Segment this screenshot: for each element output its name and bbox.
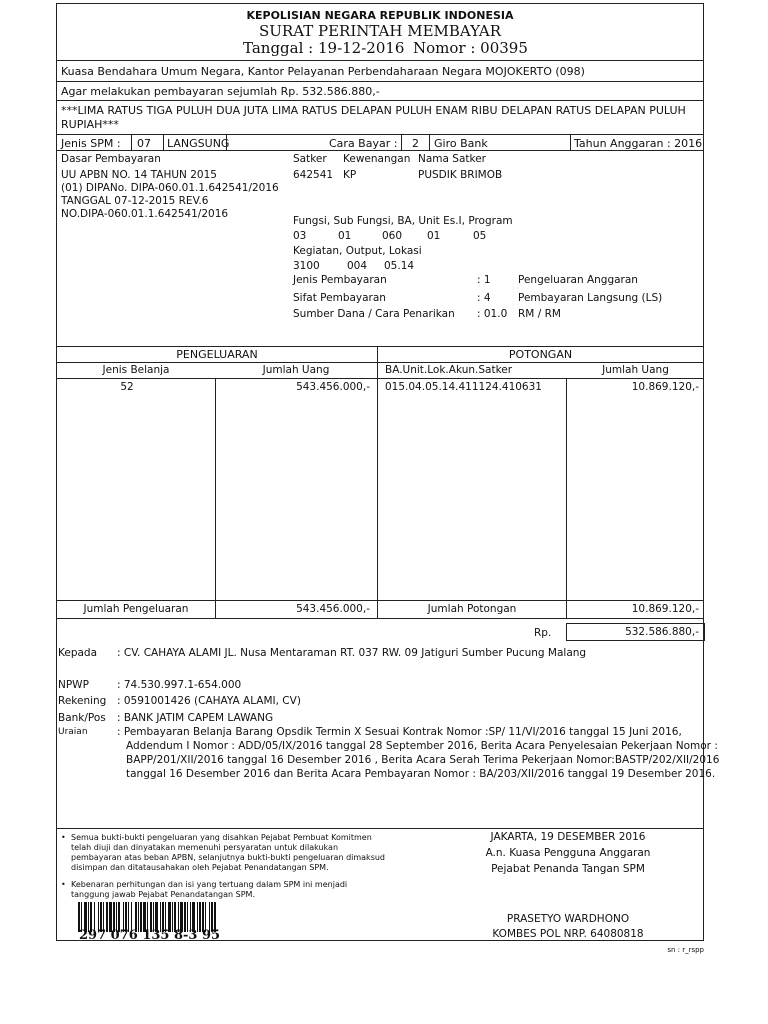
amount-words-line2: RUPIAH*** xyxy=(61,118,119,131)
kegiatan-label: Kegiatan, Output, Lokasi xyxy=(293,245,422,257)
kegiatan-code-1: 3100 xyxy=(293,260,320,272)
note-2: Kebenaran perhitungan dan isi yang tertuang dalam SPM ini menjadi tanggung jawab Pejabat Penandatangan SPM. xyxy=(71,880,348,899)
jenis-pembayaran-code: : 1 xyxy=(477,274,491,286)
tahun-anggaran: Tahun Anggaran : 2016 xyxy=(574,137,703,150)
note-bullet-1: • xyxy=(61,833,66,842)
cara-bayar-value: Giro Bank xyxy=(434,137,488,150)
jenis-pembayaran-label: Jenis Pembayaran xyxy=(293,274,387,286)
fungsi-code-4: 01 xyxy=(427,230,441,242)
row-jumlah-potongan: 10.869.120,- xyxy=(631,381,699,393)
signature-place-date: JAKARTA, 19 DESEMBER 2016 xyxy=(490,831,646,843)
jenis-spm-value: LANGSUNG xyxy=(167,137,230,150)
signature-role-2: Pejabat Penanda Tangan SPM xyxy=(491,863,645,875)
kepada-label: Kepada xyxy=(58,647,98,659)
cara-bayar-code: 2 xyxy=(412,137,419,150)
rekening-value: : 0591001426 (CAHAYA ALAMI, CV) xyxy=(117,695,301,707)
nama-satker-value: PUSDIK BRIMOB xyxy=(418,169,503,181)
col-jumlah-uang-potongan: Jumlah Uang xyxy=(602,364,669,376)
rp-total-value: 532.586.880,- xyxy=(625,626,699,638)
col-jumlah-uang-pengeluaran: Jumlah Uang xyxy=(262,364,330,376)
fungsi-label: Fungsi, Sub Fungsi, BA, Unit Es.I, Program xyxy=(293,215,513,227)
total-potongan-value: 10.869.120,- xyxy=(631,603,699,615)
row-ba-unit: 015.04.05.14.411124.410631 xyxy=(385,381,542,393)
cara-bayar-label: Cara Bayar : xyxy=(329,137,398,150)
row-jumlah-pengeluaran: 543.456.000,- xyxy=(296,381,370,393)
col-ba-unit: BA.Unit.Lok.Akun.Satker xyxy=(385,364,513,376)
amount-words-line1: ***LIMA RATUS TIGA PULUH DUA JUTA LIMA RATUS DELAPAN PULUH ENAM RIBU DELAPAN RATUS DELAPAN PULUH xyxy=(61,104,686,117)
rp-label: Rp. xyxy=(534,627,552,639)
kegiatan-code-2: 004 xyxy=(347,260,368,272)
agency-name: KEPOLISIAN NEGARA REPUBLIK INDONESIA xyxy=(246,9,514,22)
rekening-label: Rekening xyxy=(58,695,107,707)
signatory-rank: KOMBES POL NRP. 64080818 xyxy=(492,928,644,940)
satker-label: Satker xyxy=(293,153,327,165)
document-title: SURAT PERINTAH MEMBAYAR xyxy=(258,22,502,40)
barcode-number: 297 076 135 8-3 95 xyxy=(79,928,221,943)
document-number: Nomor : 00395 xyxy=(413,39,528,57)
uraian-label: Uraian xyxy=(58,727,88,737)
row-jenis-belanja: 52 xyxy=(120,381,134,393)
footer-code: sn : r_rspp xyxy=(667,946,704,954)
uraian-line3: BAPP/201/XII/2016 tanggal 16 Desember 2016 , Berita Acara Serah Terima Pekerjaan Nomor:BASTP/202/XII/2016 xyxy=(126,754,720,766)
fungsi-code-5: 05 xyxy=(473,230,487,242)
pengeluaran-title: PENGELUARAN xyxy=(176,348,258,361)
sumber-dana-value: RM / RM xyxy=(518,308,561,320)
jenis-spm-label: Jenis SPM : xyxy=(61,137,121,150)
uraian-line4: tanggal 16 Desember 2016 dan Berita Acara Pembayaran Nomor : BA/203/XII/2016 tanggal 19 Desember 2016. xyxy=(126,768,716,780)
sifat-pembayaran-code: : 4 xyxy=(477,292,491,304)
payment-request-line: Agar melakukan pembayaran sejumlah Rp. 532.586.880,- xyxy=(61,85,380,98)
kepada-value: : CV. CAHAYA ALAMI JL. Nusa Mentaraman RT. 037 RW. 09 Jatiguri Sumber Pucung Malang xyxy=(117,647,587,659)
document-date: Tanggal : 19-12-2016 xyxy=(243,39,405,57)
bank-value: : BANK JATIM CAPEM LAWANG xyxy=(117,712,274,724)
fungsi-code-1: 03 xyxy=(293,230,307,242)
dasar-line4: NO.DIPA-060.01.1.642541/2016 xyxy=(61,208,229,220)
signatory-name: PRASETYO WARDHONO xyxy=(506,913,630,925)
note-1: Semua bukti-bukti pengeluaran yang disahkan Pejabat Pembuat Komitmen telah diuji dan dinyatakan memenuhi persyaratan untuk dilakukan pembayaran atas beban APBN, selanjutnya bukti-bukti pengeluaran dimaksud disimpan dan ditatausahakan oleh Pejabat Penandatangan SPM. xyxy=(71,833,386,872)
sifat-pembayaran-value: Pembayaran Langsung (LS) xyxy=(518,292,663,304)
kuasa-bendahara-line: Kuasa Bendahara Umum Negara, Kantor Pelayanan Perbendaharaan Negara MOJOKERTO (098) xyxy=(61,65,585,78)
uraian-line2: Addendum I Nomor : ADD/05/IX/2016 tanggal 28 September 2016, Berita Acara Penyelesaian Pekerjaan Nomor : xyxy=(126,740,718,752)
potongan-title: POTONGAN xyxy=(508,348,573,361)
sumber-dana-label: Sumber Dana / Cara Penarikan xyxy=(293,308,455,320)
satker-value: 642541 xyxy=(293,169,334,181)
total-pengeluaran-label: Jumlah Pengeluaran xyxy=(83,603,189,615)
sifat-pembayaran-label: Sifat Pembayaran xyxy=(293,292,386,304)
total-potongan-label: Jumlah Potongan xyxy=(427,603,517,615)
kewenangan-label: Kewenangan xyxy=(343,153,411,165)
npwp-label: NPWP xyxy=(58,679,89,691)
npwp-value: : 74.530.997.1-654.000 xyxy=(117,679,242,691)
uraian-line1: : Pembayaran Belanja Barang Opsdik Termin X Sesuai Kontrak Nomor :SP/ 11/VI/2016 tanggal 15 Juni 2016, xyxy=(117,726,682,738)
dasar-label: Dasar Pembayaran xyxy=(61,153,161,165)
dasar-line1: UU APBN NO. 14 TAHUN 2015 xyxy=(61,169,217,181)
kegiatan-code-3: 05.14 xyxy=(384,260,415,272)
total-pengeluaran-value: 543.456.000,- xyxy=(296,603,370,615)
fungsi-code-2: 01 xyxy=(338,230,352,242)
col-jenis-belanja: Jenis Belanja xyxy=(102,364,170,376)
dasar-line2: (01) DIPANo. DIPA-060.01.1.642541/2016 xyxy=(61,182,279,194)
nama-satker-label: Nama Satker xyxy=(418,153,486,165)
kewenangan-value: KP xyxy=(343,169,357,181)
dasar-line3: TANGGAL 07-12-2015 REV.6 xyxy=(61,195,209,207)
fungsi-code-3: 060 xyxy=(382,230,403,242)
sumber-dana-code: : 01.0 xyxy=(477,308,508,320)
jenis-spm-code: 07 xyxy=(137,137,151,150)
spm-document xyxy=(56,3,720,943)
note-bullet-2: • xyxy=(61,880,66,889)
bank-label: Bank/Pos xyxy=(58,712,106,724)
signature-role-1: A.n. Kuasa Pengguna Anggaran xyxy=(485,847,651,859)
jenis-pembayaran-value: Pengeluaran Anggaran xyxy=(518,274,638,286)
